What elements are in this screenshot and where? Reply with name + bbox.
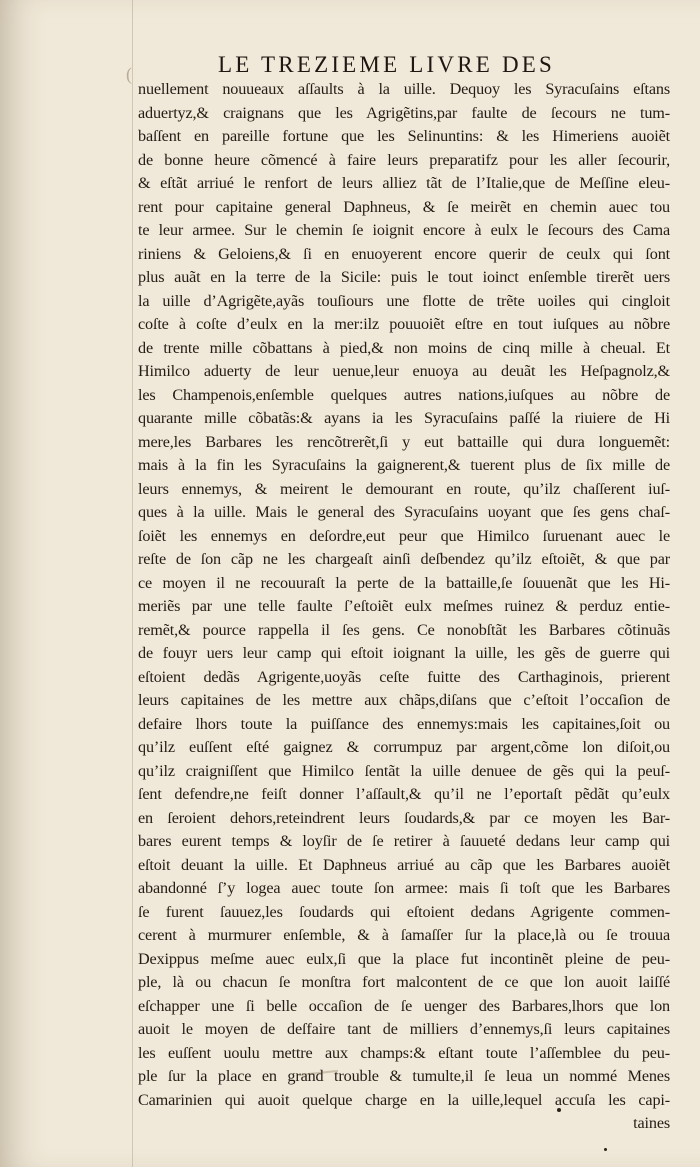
margin-mark: (	[126, 64, 132, 84]
text-line: de bonne heure cõmencé à faire leurs preparatifz pour les aller ſecourir,	[138, 150, 670, 169]
text-line: rent pour capitaine general Daphneus, & ſe meirẽt en chemin auec tou	[138, 197, 670, 216]
text-line: Himilco aduerty de leur uenue,leur enuoya au deuãt les Heſpagnolz,&	[138, 362, 670, 380]
text-line: mais à la fin les Syracuſains la gaignerent,& tuerent plus de ſix mille de	[138, 456, 670, 474]
text-line: ſoiẽt les ennemys en deſordre,eut peur que Himilco ſuruenant auec le	[138, 526, 670, 545]
text-line: leurs ennemys, & meirent le demourant en route, qu’ilz chaſſerent iuſ-	[138, 479, 670, 498]
catchword: taines	[633, 1114, 670, 1132]
text-line: abandonné ſ’y logea auec toute ſon armee: mais ſi toſt que les Barbares	[138, 879, 670, 897]
text-line: bares eurent temps & loyſir de ſe retirer à ſauueté dedans leur camp qui	[138, 832, 670, 850]
text-line: ple ſur la place en grand trouble & tumulte,il ſe leua un nommé Menes	[138, 1067, 670, 1085]
text-line: mere,les Barbares les rencõtrerẽt,ſi y eut battaille qui dura longuemẽt:	[138, 432, 670, 451]
text-line: ſe furent ſauuez,les ſoudards qui eſtoient dedans Agrigente commen-	[138, 902, 670, 921]
text-line: les euſſent uoulu mettre aux champs:& eſtant toute l’aſſemblee du peu-	[138, 1043, 670, 1062]
text-line: ple, là ou chacun ſe monſtra fort malcontent de ce que lon auoit laiſſé	[138, 973, 670, 991]
text-line: de trente mille cõbattans à pied,& non moins de cinq mille à cheual. Et	[138, 338, 670, 357]
text-line: de fouyr uers leur camp qui eſtoit ioignant la uille, les gẽs de guerre qui	[138, 644, 670, 662]
text-line: ce moyen il ne recouuraſt la perte de la battaille,ſe ſouuenãt que les Hi-	[138, 573, 670, 592]
ink-dot	[604, 1148, 607, 1151]
text-line: eſtoit deuant la uille. Et Daphneus arriué au cãp que les Barbares auoiẽt	[138, 855, 670, 874]
text-line: en ſeroient dehors,reteindrent leurs ſoudards,& par ce moyen les Bar-	[138, 808, 670, 827]
body-text	[138, 78, 670, 1136]
text-line: les Champenois,enſemble quelques autres nations,iuſques au nõbre de	[138, 385, 670, 404]
text-line: defaire lhors toute la puiſſance des ennemys:mais les capitaines,ſoit ou	[138, 714, 670, 733]
text-line: cerent à murmurer enſemble, & à ſamaſſer ſur la place,là ou ſe trouua	[138, 926, 670, 944]
text-line: Dexippus meſme auec eulx,ſi que la place fut incontinẽt pleine de peu-	[138, 949, 670, 968]
text-line: la uille d’Agrigẽte,ayãs touſiours une flotte de trẽte uoiles qui cingloit	[138, 291, 670, 310]
running-head: LE TREZIEME LIVRE DES	[218, 52, 555, 77]
text-line: baſſent en pareille fortune que les Selinuntins: & les Himeriens auoiẽt	[138, 127, 670, 145]
text-line: meriẽs par une telle faulte ſ’eſtoiẽt eulx meſmes ruinez & perduz entie-	[138, 597, 670, 615]
text-line: te leur armee. Sur le chemin ſe ioignit encore à eulx le ſecours des Cama	[138, 221, 670, 239]
text-line: ques à la uille. Mais le general des Syracuſains uoyant que ſes gens chaſ-	[138, 503, 670, 521]
text-line: leurs capitaines de les mettre aux chãps,diſans que c’eſtoit l’occaſion de	[138, 691, 670, 709]
text-line: eſtoient dedãs Agrigente,uoyãs ceſte fuitte des Carthaginois, prierent	[138, 667, 670, 686]
ink-dot	[557, 1108, 561, 1112]
text-line: quarante mille cõbatãs:& ayans ia les Syracuſains paſſé la riuiere de Hi	[138, 409, 670, 427]
text-line: Camarinien qui auoit quelque charge en la uille,lequel accuſa les capi-	[138, 1090, 670, 1109]
binding-gutter	[132, 0, 133, 1167]
text-line: reſte de ſon cãp ne les chargeaſt ainſi deſbendez qu’ilz eſtoiẽt, & que par	[138, 550, 670, 568]
text-line: qu’ilz euſſent eſté gaignez & corrumpuz par argent,cõme lon diſoit,ou	[138, 738, 670, 756]
text-line: qu’ilz craigniſſent que Himilco ſentãt la uille denuee de gẽs qui la peuſ-	[138, 761, 670, 780]
text-line: remẽt,& pource rappella il ſes gens. Ce nonobſtãt les Barbares cõtinuãs	[138, 620, 670, 639]
text-line: riniens & Geloiens,& ſi en enuoyerent encore querir de ceulx qui ſont	[138, 244, 670, 263]
text-line: eſchapper une ſi belle occaſion de ſe uenger des Barbares,lhors que lon	[138, 996, 670, 1015]
text-line: auoit le moyen de deſfaire tant de milliers d’ennemys,ſi leurs capitaines	[138, 1020, 670, 1038]
text-line: coſte à coſte d’eulx en la mer:ilz pouuoiẽt eſtre en tout iuſques au nõbre	[138, 315, 670, 333]
text-line: plus auãt en la terre de la Sicile: puis le tout ioinct enſemble tirerẽt uers	[138, 268, 670, 286]
text-line: aduertyz,& craignans que les Agrigẽtins,par faulte de ſecours ne tum-	[138, 103, 670, 122]
text-line: ſent defendre,ne feiſt donner l’aſſault,& qu’il ne l’eportaſt pẽdãt qu’eulx	[138, 785, 670, 803]
text-line: & eſtãt arriué le renfort de leurs alliez tãt de l’Italie,que de Meſſine eleu-	[138, 174, 670, 192]
text-line: nuellement nouueaux aſſaults à la uille. Dequoy les Syracuſains eſtans	[138, 80, 670, 98]
